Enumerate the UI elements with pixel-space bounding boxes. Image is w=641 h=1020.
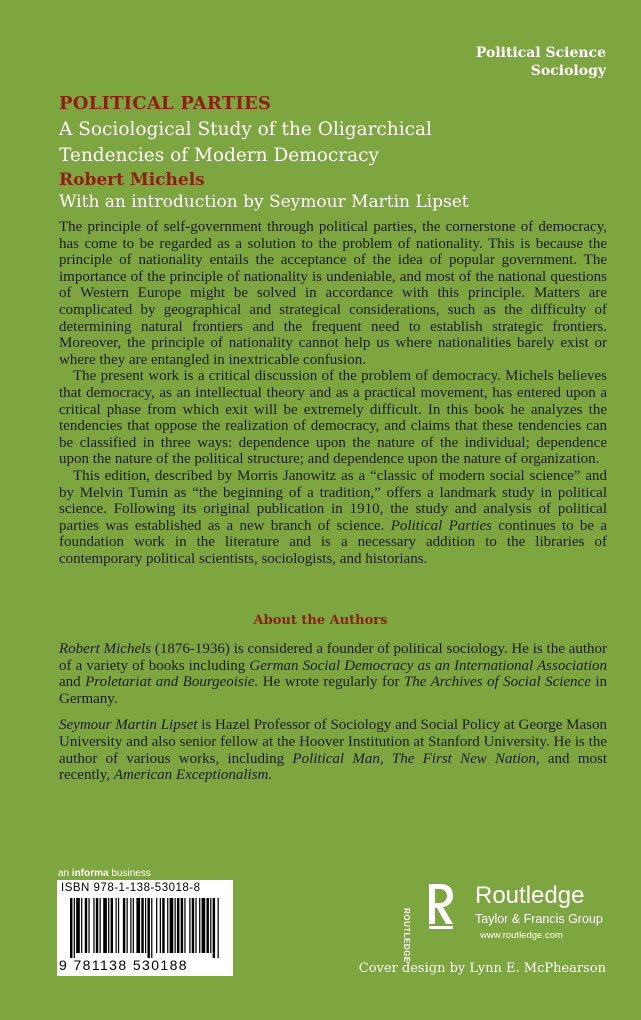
barcode-bar (195, 898, 196, 953)
barcode-bar (136, 898, 140, 953)
category-label (476, 44, 606, 80)
barcode-bar (108, 898, 109, 953)
barcode-bar (177, 898, 179, 953)
barcode-bar (167, 898, 168, 953)
book-subtitle (59, 117, 579, 169)
barcode-bar (93, 898, 94, 953)
bio1-text-c: He wrote regularly for (258, 674, 404, 691)
barcode-bar (100, 898, 101, 953)
informa-brand: informa (71, 868, 109, 879)
description-paragraph-2: The present work is a critical discussion of the problem of democracy. Michels believes that democracy, as an intellectual theory and as a practical movement, has entered upon a critical phase from which exit will be extremely difficult. In this book he analyzes the tendencies that oppose the realization of democracy, and claims that these tendencies can be classified in three ways: dependence upon the nature of the individual; dependence upon the nature of the political structure; and dependence upon the nature of organization. (59, 368, 607, 468)
barcode-bars-icon (70, 898, 222, 958)
barcode-bar (85, 898, 87, 953)
bio1-book-3: The Archives of Social Science (403, 674, 591, 691)
bio-seymour-lipset (59, 717, 607, 783)
bio2-book-3: American Exceptionalism. (113, 767, 273, 784)
barcode-bar (206, 898, 208, 953)
bio1-book-2: Proletariat and Bourgeoisie. (85, 674, 259, 691)
barcode-bar (175, 898, 176, 953)
barcode-bar (202, 898, 206, 953)
category-sociology: Sociology (530, 63, 606, 79)
barcode-bar (156, 898, 157, 953)
p3-text-b: continues to be a foundation work in the literature and is a necessary addition to the libraries of contemporary political scientists, sociologists, and historians. (59, 517, 607, 567)
barcode-bar (127, 898, 128, 953)
ean-digits: 9 781138 530188 (59, 957, 188, 973)
barcode-bar (96, 898, 98, 953)
about-authors-heading: About the Authors (253, 613, 388, 628)
publisher-url: www.routledge.com (480, 930, 563, 941)
p3-text-a: This edition, described by Morris Janowitz as a “classic of modern social science” and by Melvin Tumin as “the beginning of a tradition,” offers a landmark study in political science. Following its original publication in 1910, the study and analysis of political parties was established as a new branch of science. (59, 467, 607, 534)
informa-prefix: an (58, 868, 72, 879)
barcode-bar (181, 898, 183, 953)
book-title: POLITICAL PARTIES (59, 93, 272, 114)
barcode-bar (170, 898, 174, 953)
barcode-bar (145, 898, 146, 953)
barcode-bar (151, 898, 152, 958)
isbn-barcode (57, 880, 233, 976)
bio2-text-b: , (379, 750, 392, 767)
bio1-book-1: German Social Democracy as an International Association (249, 657, 607, 674)
barcode-bar (160, 898, 161, 953)
barcode-bar (130, 898, 131, 953)
publisher-logo (402, 878, 613, 963)
book-description (59, 219, 607, 567)
barcode-bar (213, 898, 215, 958)
description-paragraph-3 (59, 468, 607, 568)
bio2-name: Seymour Martin Lipset (59, 717, 198, 734)
barcode-bar (88, 898, 89, 953)
description-paragraph-1: The principle of self-government through political parties, the cornerstone of democracy, has come to be regarded as a solution to the problem of nationality. This is because the principle of nationality entails the acceptance of the idea of popular government. The importance of the principle of nationality is undeniable, and most of the national questions of Western Europe might be solved in accordance with this principle. Matters are complicated by geographical and strategical considerations, such as the difficulty of determining natural frontiers and the frequent need to establish strategic frontiers. Moreover, the principle of nationality cannot help us where nationalities barely exist or where they are entangled in inextricable confusion. (59, 219, 607, 368)
bio-robert-michels (59, 641, 607, 707)
cover-design-credit: Cover design by Lynn E. McPhearson (358, 961, 606, 976)
routledge-logo-icon (423, 880, 455, 942)
author-bios (59, 641, 607, 794)
barcode-bar (76, 898, 80, 953)
informa-suffix: business (108, 868, 151, 879)
bio2-text-c: , and most recently, (59, 750, 607, 784)
barcode-bar (103, 898, 107, 953)
subtitle-line-1: A Sociological Study of the Oligarchical (59, 119, 432, 140)
bio1-text-d: in Germany. (59, 674, 608, 707)
barcode-bar (184, 898, 185, 953)
book-author: Robert Michels (59, 170, 205, 190)
bio1-text-a: (1876-1936) is considered a founder of political sociology. He is the author of a variety of books including (59, 641, 607, 674)
barcode-bar (118, 898, 119, 953)
book-introduction-credit: With an introduction by Seymour Martin Lipset (59, 192, 469, 212)
barcode-bar (199, 898, 200, 953)
barcode-bar (81, 898, 82, 953)
isbn-label: ISBN 978-1-138-53018-8 (61, 882, 201, 894)
bio1-text-b: and (59, 674, 86, 691)
subtitle-line-2: Tendencies of Modern Democracy (59, 145, 379, 166)
bio2-text-a: is Hazel Professor of Sociology and Social Policy at George Mason University and also senior fellow at the Hoover Institution at Stanford University. He is the author of various works, including (59, 717, 608, 767)
bio2-book-1: Political Man (292, 750, 380, 767)
barcode-bar (111, 898, 113, 953)
barcode-bar (147, 898, 149, 958)
publisher-name: Routledge (475, 882, 585, 909)
barcode-bar (74, 898, 75, 958)
barcode-bar (70, 898, 72, 958)
category-political-science: Political Science (475, 45, 606, 61)
barcode-bar (133, 898, 134, 953)
informa-business-label (58, 868, 151, 879)
barcode-bar (192, 898, 194, 953)
barcode-bar (162, 898, 164, 953)
barcode-bar (189, 898, 190, 953)
barcode-bar (123, 898, 125, 953)
barcode-bar (141, 898, 143, 953)
logo-vertical-text: ROUTLEDGE (402, 908, 411, 963)
barcode-bar (210, 898, 211, 953)
barcode-bar (115, 898, 116, 953)
p3-italic-title: Political Parties (390, 517, 492, 534)
bio1-name: Robert Michels (59, 641, 152, 657)
publisher-group: Taylor & Francis Group (475, 912, 603, 926)
bio2-book-2: The First New Nation (391, 750, 536, 767)
barcode-bar (218, 898, 219, 958)
